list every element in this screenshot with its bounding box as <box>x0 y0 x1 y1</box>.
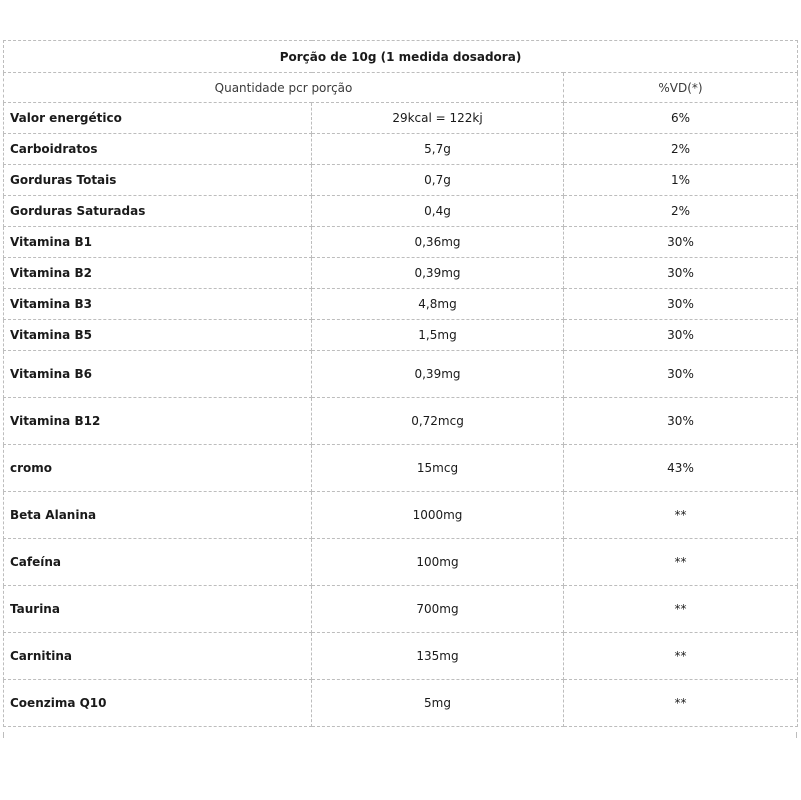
table-row <box>4 134 798 165</box>
nutrient-name: Valor energético <box>4 103 312 134</box>
nutrient-amount: 0,72mcg <box>312 398 564 445</box>
table-row <box>4 196 798 227</box>
nutrient-amount: 5mg <box>312 680 564 727</box>
table-row <box>4 165 798 196</box>
table-row <box>4 586 798 633</box>
nutrient-vd: 43% <box>564 445 798 492</box>
table-row <box>4 539 798 586</box>
table-row <box>4 680 798 727</box>
nutrient-amount: 29kcal = 122kj <box>312 103 564 134</box>
table-header-row <box>4 73 798 103</box>
table-title: Porção de 10g (1 medida dosadora) <box>4 41 798 73</box>
nutrient-amount: 1,5mg <box>312 320 564 351</box>
nutrient-vd: 6% <box>564 103 798 134</box>
table-row <box>4 492 798 539</box>
nutrient-amount: 0,7g <box>312 165 564 196</box>
table-row <box>4 258 798 289</box>
nutrient-vd: 30% <box>564 289 798 320</box>
nutrient-amount: 5,7g <box>312 134 564 165</box>
nutrient-name: Carnitina <box>4 633 312 680</box>
nutrient-amount: 0,39mg <box>312 351 564 398</box>
nutrient-amount: 100mg <box>312 539 564 586</box>
table-title-row <box>4 41 798 73</box>
nutrient-vd: 1% <box>564 165 798 196</box>
nutrient-name: Vitamina B1 <box>4 227 312 258</box>
quantity-column-header: Quantidade pcr porção <box>4 73 564 103</box>
nutrient-amount: 0,39mg <box>312 258 564 289</box>
nutrition-table <box>3 40 798 727</box>
nutrient-vd: 30% <box>564 398 798 445</box>
nutrient-vd: ** <box>564 539 798 586</box>
table-row <box>4 103 798 134</box>
nutrient-amount: 0,36mg <box>312 227 564 258</box>
nutrient-name: Coenzima Q10 <box>4 680 312 727</box>
nutrient-vd: 30% <box>564 258 798 289</box>
nutrient-amount: 4,8mg <box>312 289 564 320</box>
nutrient-vd: ** <box>564 586 798 633</box>
nutrient-name: Beta Alanina <box>4 492 312 539</box>
nutrient-vd: ** <box>564 633 798 680</box>
nutrient-name: Carboidratos <box>4 134 312 165</box>
nutrient-vd: 30% <box>564 320 798 351</box>
nutrient-vd: 2% <box>564 196 798 227</box>
nutrient-vd: ** <box>564 492 798 539</box>
nutrient-vd: 2% <box>564 134 798 165</box>
nutrient-name: Taurina <box>4 586 312 633</box>
nutrient-name: cromo <box>4 445 312 492</box>
nutrient-name: Gorduras Totais <box>4 165 312 196</box>
nutrient-name: Vitamina B2 <box>4 258 312 289</box>
nutrient-amount: 135mg <box>312 633 564 680</box>
table-row <box>4 398 798 445</box>
table-row <box>4 351 798 398</box>
table-row <box>4 227 798 258</box>
table-row <box>4 445 798 492</box>
nutrient-name: Vitamina B5 <box>4 320 312 351</box>
table-row <box>4 289 798 320</box>
nutrient-name: Gorduras Saturadas <box>4 196 312 227</box>
table-bottom-edge <box>3 732 797 738</box>
nutrient-amount: 1000mg <box>312 492 564 539</box>
nutrient-vd: ** <box>564 680 798 727</box>
table-row <box>4 320 798 351</box>
nutrient-vd: 30% <box>564 227 798 258</box>
vd-column-header: %VD(*) <box>564 73 798 103</box>
nutrient-amount: 700mg <box>312 586 564 633</box>
nutrient-amount: 15mcg <box>312 445 564 492</box>
nutrient-name: Vitamina B3 <box>4 289 312 320</box>
nutrient-amount: 0,4g <box>312 196 564 227</box>
nutrient-vd: 30% <box>564 351 798 398</box>
nutrient-name: Vitamina B12 <box>4 398 312 445</box>
table-row <box>4 633 798 680</box>
nutrient-name: Cafeína <box>4 539 312 586</box>
nutrient-name: Vitamina B6 <box>4 351 312 398</box>
